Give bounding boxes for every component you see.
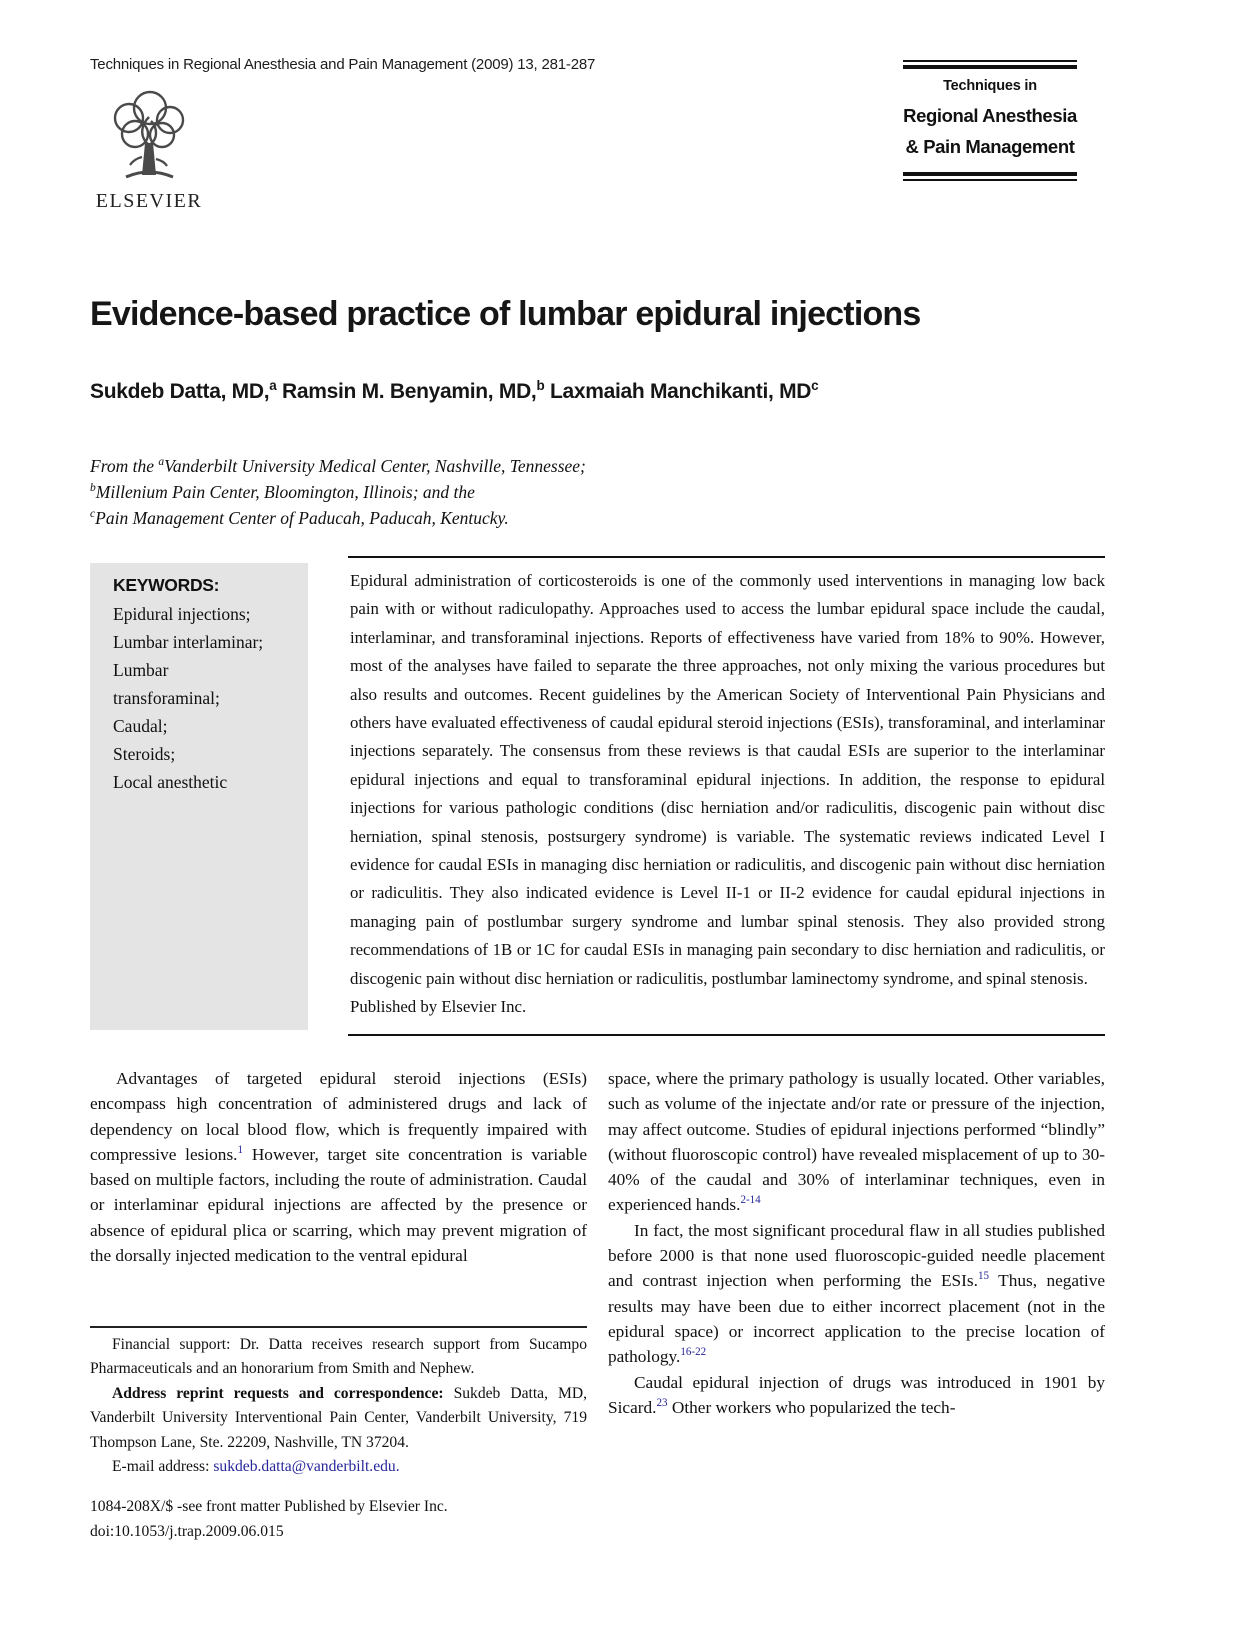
body-paragraph: Advantages of targeted epidural steroid injections (ESIs) encompass high concentration of administered drugs and lack of dependency on local blood flow, which is frequently impaired with compressive lesions.$^1$ However, target site concentration is variable based on multiple factors, including the route of administration. Caudal or interlaminar epidural injections are affected by the presence or absence of epidural plica or scarring, which may prevent migration of the dorsally injected medication to the ventral epidural [90, 1069, 587, 1266]
body-paragraph: Caudal epidural injection of drugs was introduced in 1901 by Sicard.$^{23}$ Other workers who popularized the tech- [608, 1372, 1105, 1417]
body-left-column [90, 1066, 587, 1268]
keyword-item: Lumbar [113, 660, 169, 680]
journal-masthead-box [903, 60, 1077, 181]
body-paragraph: space, where the primary pathology is usually located. Other variables, such as volume of the injectate and/or rate or pressure of the injection, may affect outcome. Studies of epidural injections performed “blindly” (without fluoroscopic control) have revealed misplacement of up to 30-40% of the caudal and 30% of interlaminar techniques, even in experienced hands.$^{2-14}$ [608, 1069, 1105, 1215]
keywords-box [90, 563, 308, 1030]
footnote-financial-support: Financial support: Dr. Datta receives research support from Sucampo Pharmaceuticals and an honorarium from Smith and Nephew. [90, 1336, 587, 1378]
keyword-item: Steroids; [113, 744, 176, 764]
masthead-line2: Regional Anesthesia [903, 105, 1077, 126]
body-right-column [608, 1066, 1105, 1420]
abstract-text: Epidural administration of corticosteroids is one of the commonly used interventions in managing low back pain with or without radiculopathy. Approaches used to access the lumbar epidural space include the caudal, interlaminar, and transforaminal injections. Reports of effectiveness have varied from 18% to 90%. However, most of the analyses have failed to separate the three approaches, not only mixing the various procedures but also results and outcomes. Recent guidelines by the American Society of Interventional Pain Physicians and others have evaluated effectiveness of caudal epidural steroid injections (ESIs), transforaminal, and interlaminar injections separately. The consensus from these reviews is that caudal ESIs are superior to the interlaminar epidural injections and equal to transforaminal epidural injections. In addition, the response to epidural injections for various pathologic conditions (disc herniation and/or radiculitis, discogenic pain without disc herniation, spinal stenosis, postsurgery syndrome) is variable. The systematic reviews indicated Level I evidence for caudal ESIs in managing disc herniation or radiculitis, and discogenic pain without disc herniation or radiculitis. They also indicated evidence is Level II-1 or II-2 evidence for caudal epidural injections in managing pain of postlumbar surgery syndrome and lumbar spinal stenosis. They also provided strong recommendations of 1B or 1C for caudal ESIs in managing pain secondary to disc herniation and radiculitis, or discogenic pain without disc herniation or radiculitis, postlumbar laminectomy syndrome, and spinal stenosis. [350, 571, 1105, 988]
footnotes [90, 1333, 587, 1479]
body-paragraph: In fact, the most significant procedural flaw in all studies published before 2000 is that none used fluoroscopic-guided needle placement and contrast injection when performing the ESIs.$^{15}$ Thus, negative results may have been due to either incorrect placement (not in the epidural space) or incorrect application to the precise location of pathology.$^{16-22}$ [608, 1220, 1106, 1367]
journal-citation-line: Techniques in Regional Anesthesia and Pain Management (2009) 13, 281-287 [90, 56, 596, 73]
author-line: Sukdeb Datta, MD,$^a$ Ramsin M. Benyamin, MD,$^b$ Laxmaiah Manchikanti, $MD^c$ [90, 378, 819, 403]
affiliation-line: From the $^a$Vanderbilt University Medical Center, Nashville, Tennessee; [90, 456, 586, 476]
masthead-rule-bottom-thin [903, 179, 1077, 181]
elsevier-logo [93, 86, 205, 213]
email-link[interactable]: sukdeb.datta@vanderbilt.edu. [213, 1458, 400, 1476]
affiliation-line: $^b$Millenium Pain Center, Bloomington, Illinois; and the [90, 482, 475, 502]
keyword-item: transforaminal; [113, 688, 220, 708]
abstract [350, 567, 1105, 1022]
article-title: Evidence-based practice of lumbar epidural injections [90, 295, 921, 333]
masthead-line1: Techniques in [943, 78, 1037, 94]
keyword-item: Local anesthetic [113, 772, 228, 792]
footnote-correspondence: Address reprint requests and correspondence: Sukdeb Datta, MD, Vanderbilt University Interventional Pain Center, Vanderbilt University, 719 Thompson Lane, Ste. 22209, Nashville, TN 37204. [90, 1384, 588, 1451]
keyword-item: Caudal; [113, 716, 168, 736]
affiliations [90, 453, 790, 531]
keyword-item: Lumbar interlaminar; [113, 632, 264, 652]
keyword-item: Epidural injections; [113, 604, 251, 624]
page-footer [90, 1494, 590, 1544]
keywords-heading: KEYWORDS: [113, 575, 220, 595]
footnote-separator [90, 1326, 587, 1328]
footer-issn-line: 1084-208X/$ -see front matter Published by Elsevier Inc. [90, 1498, 448, 1515]
footer-doi-line: doi:10.1053/j.trap.2009.06.015 [90, 1523, 284, 1540]
abstract-rule-top [348, 556, 1105, 558]
elsevier-tree-icon [99, 86, 199, 188]
elsevier-wordmark: ELSEVIER [95, 190, 203, 212]
abstract-rule-bottom [348, 1034, 1105, 1036]
abstract-publisher-note: Published by Elsevier Inc. [350, 997, 527, 1017]
masthead-line3: & Pain Management [905, 136, 1075, 157]
affiliation-line: $^c$Pain Management Center of Paducah, Paducah, Kentucky. [90, 508, 509, 528]
footnote-email: E-mail address: sukdeb.datta@vanderbilt.edu. [112, 1458, 400, 1476]
